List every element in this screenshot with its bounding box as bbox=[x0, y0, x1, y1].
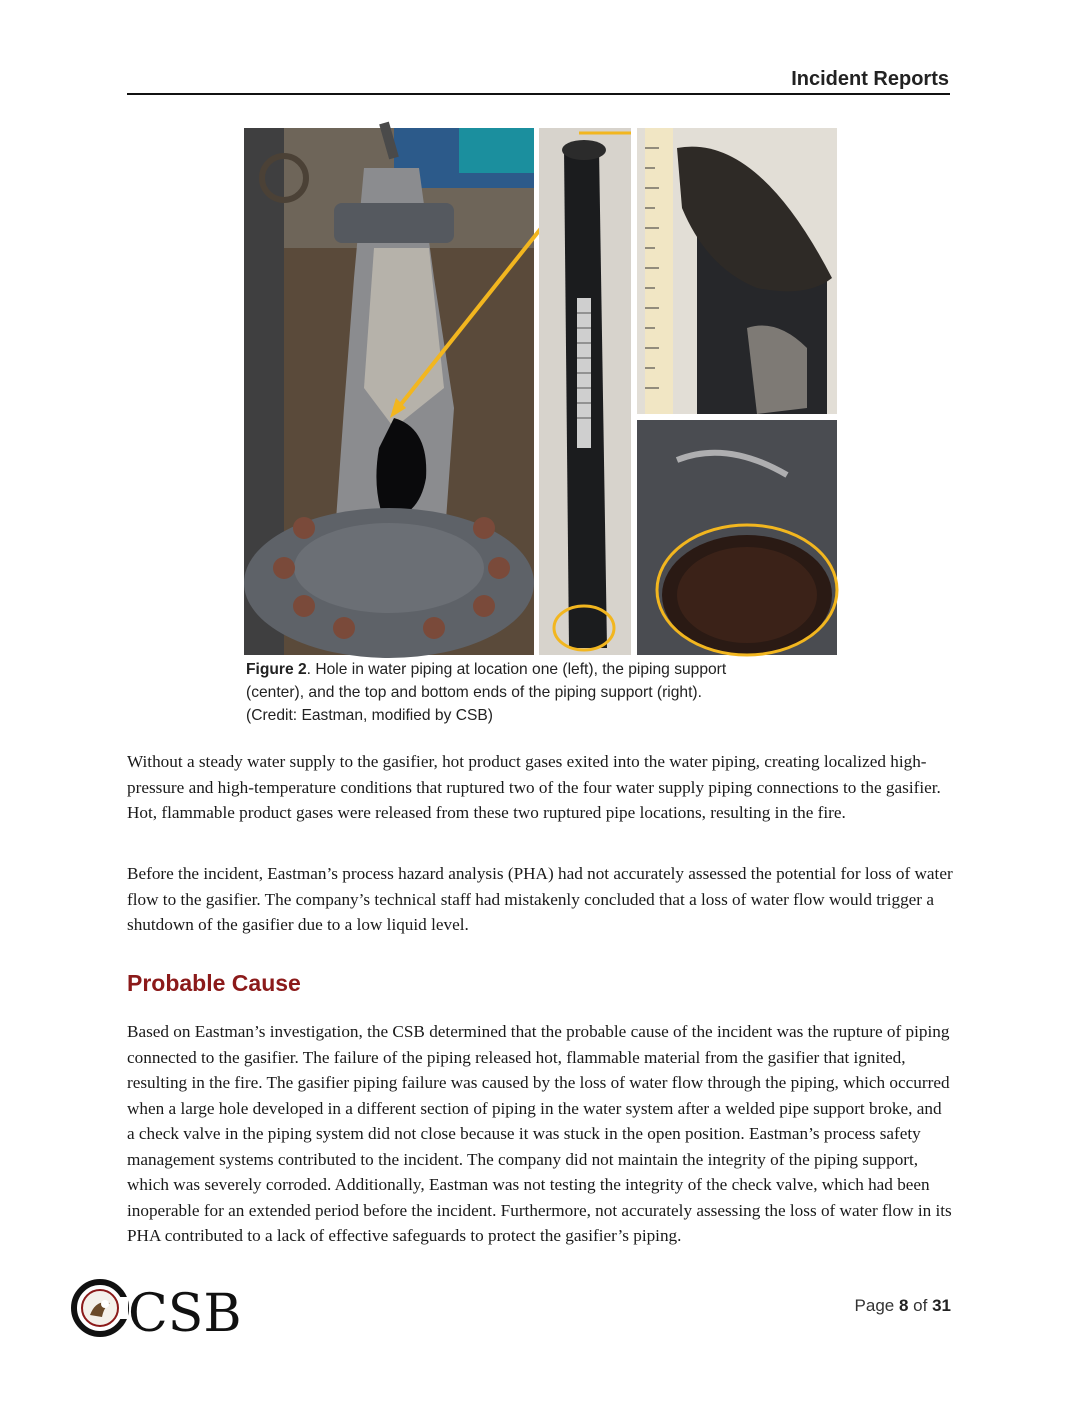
photo-piping-support-top-end bbox=[637, 128, 837, 414]
caption-line-2: (center), and the top and bottom ends of the piping support (right). bbox=[246, 684, 702, 701]
page-number bbox=[855, 1296, 951, 1316]
header-rule bbox=[127, 93, 950, 95]
page-total: 31 bbox=[932, 1296, 951, 1315]
figure-caption bbox=[246, 658, 846, 727]
section-heading-probable-cause: Probable Cause bbox=[127, 970, 301, 996]
figure-label: Figure 2 bbox=[246, 661, 307, 678]
paragraph-pha: Before the incident, Eastman’s process hazard analysis (PHA) had not accurately assessed the potential for loss of water flow to the gasifier. The company’s technical staff had mistakenly concluded that a loss of water flow would trigger a shutdown of the gasifier due to a low liquid level. bbox=[127, 864, 953, 934]
paragraph-gas-release: Without a steady water supply to the gasifier, hot product gases exited into the water piping, creating localized high-pressure and high-temperature conditions that ruptured two of the four water supply piping connections to the gasifier. Hot, flammable product gases were released from these two ruptured pipe locations, resulting in the fire. bbox=[127, 752, 941, 822]
csb-logo bbox=[72, 1277, 242, 1344]
page-of: of bbox=[908, 1296, 933, 1315]
figure-2 bbox=[244, 128, 837, 655]
header-title: Incident Reports bbox=[791, 68, 949, 90]
logo-text: CSB bbox=[128, 1284, 242, 1344]
photo-piping-support-bottom-end bbox=[637, 420, 837, 655]
paragraph-probable-cause: Based on Eastman’s investigation, the CSB determined that the probable cause of the incident was the rupture of piping connected to the gasifier. The failure of the piping released hot, flammable material from the gasifier that ignited, resulting in the fire. The gasifier piping failure was caused by the loss of water flow through the piping, which occurred when a large hole developed in a different section of piping in the water system after a welded pipe support broke, and a check valve in the piping system did not close because it was stuck in the open position. Eastman’s process safety management systems contributed to the incident. The company did not maintain the integrity of the piping support, which was severely corroded. Additionally, Eastman was not testing the integrity of the check valve, which had been inoperable for an extended period before the incident. Furthermore, not accurately assessing the loss of water flow in its PHA contributed to a lack of effective safeguards to protect the gasifier’s piping. bbox=[127, 1022, 952, 1245]
photo-pipe-elbow-with-hole bbox=[244, 128, 534, 655]
page-prefix: Page bbox=[854, 1296, 899, 1315]
photo-piping-support-full-length bbox=[539, 128, 631, 655]
page-current: 8 bbox=[898, 1296, 909, 1315]
caption-line-3: (Credit: Eastman, modified by CSB) bbox=[246, 707, 493, 724]
caption-line-1: . Hole in water piping at location one (left), the piping support bbox=[306, 661, 727, 678]
